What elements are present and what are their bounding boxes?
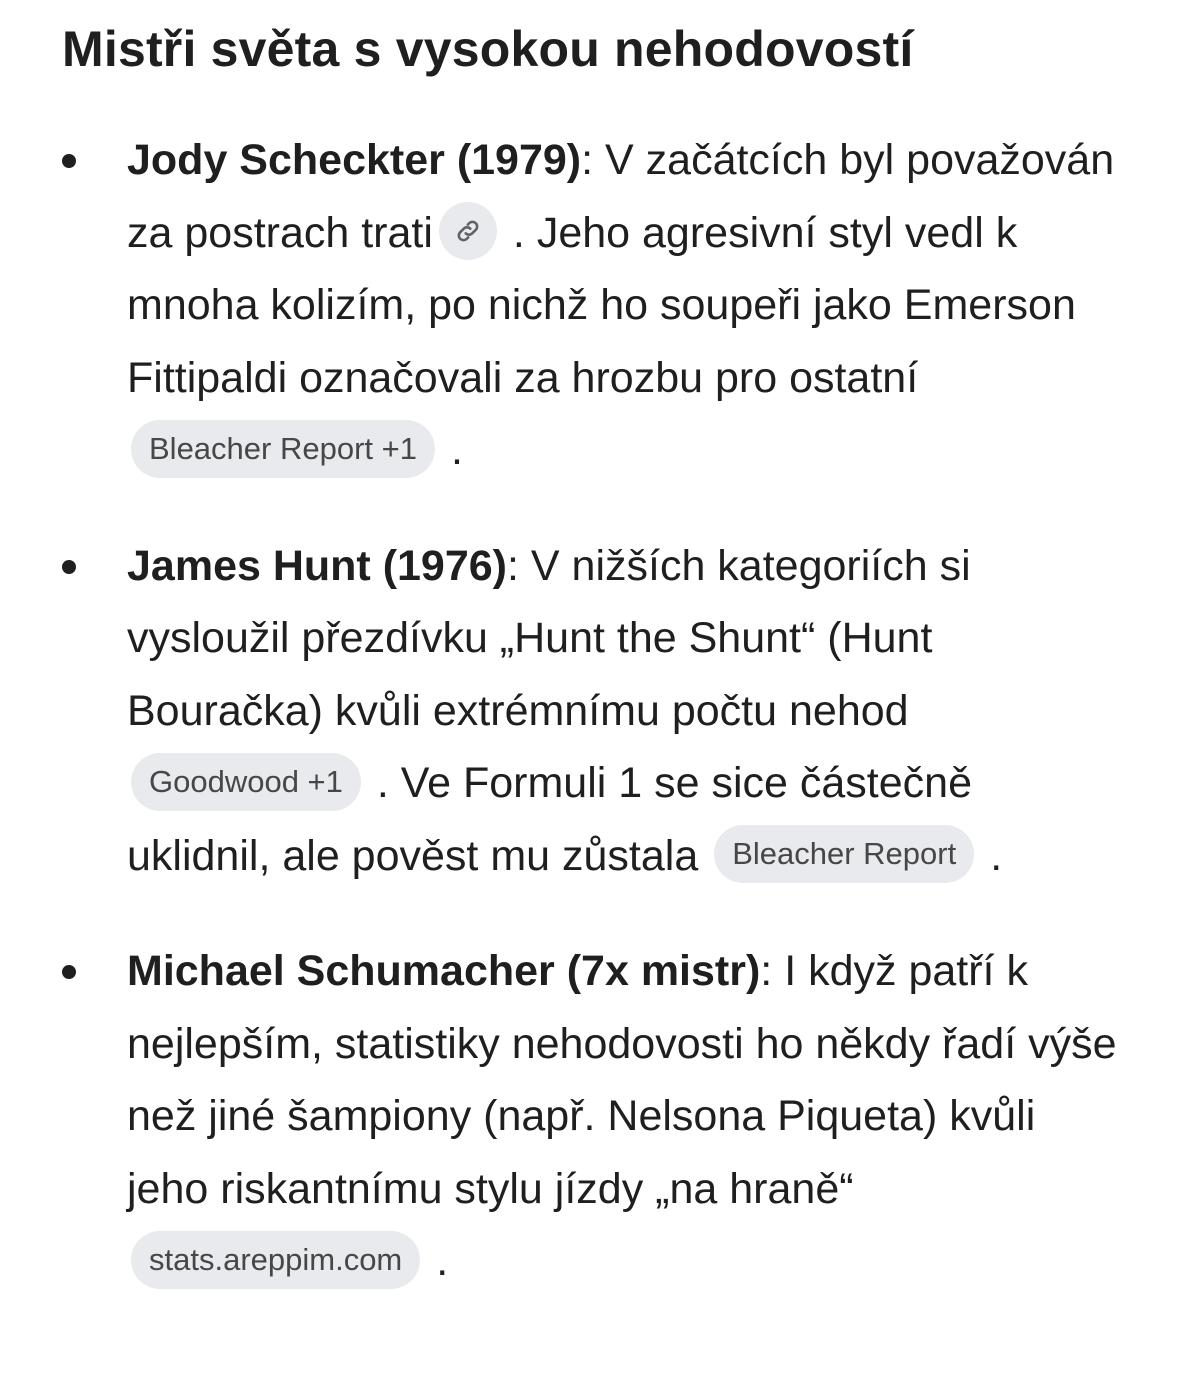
item-colon: : bbox=[507, 541, 519, 590]
item-text: V nižších kategoriích si vysloužil přezdívku „Hunt the Shunt“ (Hunt Bouračka) kvůli extrémnímu počtu nehod bbox=[127, 541, 971, 735]
source-chip-bleacher-report[interactable]: Bleacher Report bbox=[714, 825, 974, 883]
item-text: V začátcích byl považován za postrach trati bbox=[127, 136, 1115, 257]
list-item-hunt bbox=[0, 530, 1179, 893]
bullet-icon bbox=[62, 154, 76, 168]
bullet-icon bbox=[62, 965, 76, 979]
item-text: . Ve Formuli 1 se sice částečně uklidnil, ale pověst mu zůstala bbox=[127, 759, 972, 880]
source-link-chip[interactable] bbox=[439, 202, 497, 260]
source-chip-bleacher-report[interactable]: Bleacher Report +1 bbox=[131, 420, 435, 478]
bullet-icon bbox=[62, 560, 76, 574]
item-end: . bbox=[436, 1237, 449, 1285]
item-text: I když patří k nejlepším, statistiky nehodovosti ho někdy řadí výše než jiné šampiony (např. Nelsona Piqueta) kvůli jeho riskantnímu stylu jízdy „na hraně“ bbox=[127, 947, 1117, 1213]
item-colon: : bbox=[581, 136, 594, 184]
source-chip-goodwood[interactable]: Goodwood +1 bbox=[131, 753, 361, 811]
item-end: . bbox=[450, 426, 463, 474]
item-colon: : bbox=[760, 947, 773, 995]
list-item-scheckter bbox=[0, 124, 1179, 487]
list-item-schumacher bbox=[0, 935, 1179, 1298]
link-icon bbox=[454, 217, 482, 245]
item-lead: James Hunt (1976) bbox=[127, 541, 507, 590]
item-lead: Michael Schumacher (7x mistr) bbox=[127, 947, 761, 995]
item-end: . bbox=[990, 831, 1003, 880]
item-lead: Jody Scheckter (1979) bbox=[127, 136, 582, 184]
section-heading: Mistři světa s vysokou nehodovostí bbox=[62, 21, 914, 77]
champions-list bbox=[0, 124, 1179, 1298]
item-text: . Jeho agresivní styl vedl k mnoha kolizím, po nichž ho soupeři jako Emerson Fittipaldi označovali za hrozbu pro ostatní bbox=[127, 208, 1076, 402]
source-chip-stats-areppim[interactable]: stats.areppim.com bbox=[131, 1231, 420, 1289]
